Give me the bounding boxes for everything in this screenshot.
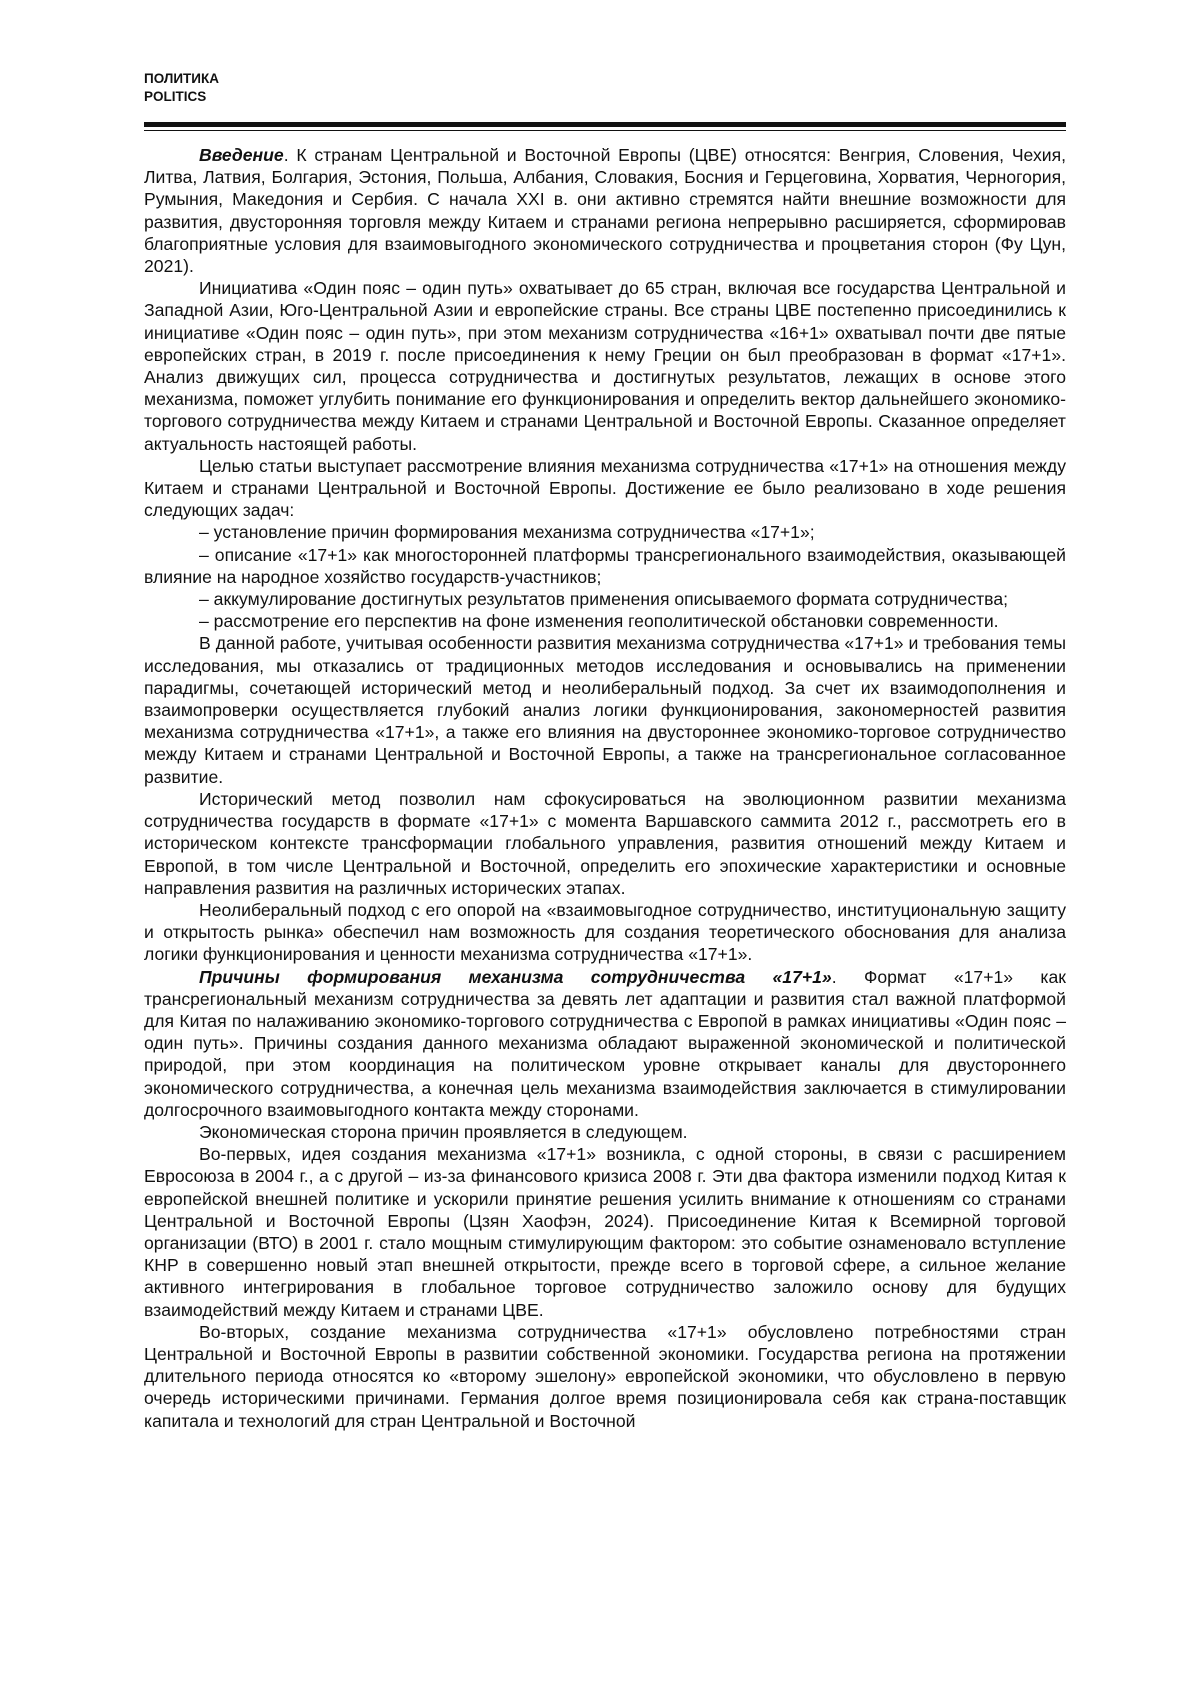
task-list-item: – аккумулирование достигнутых результатов применения описываемого формата сотрудничества;	[199, 589, 1009, 610]
section-heading-causes: Причины формирования механизма сотрудничества «17+1»	[199, 966, 832, 987]
paragraph: Инициатива «Один пояс – один путь» охватывает до 65 стран, включая все государства Центральной и Западной Азии, Юго-Центральной Азии и европейские страны. Все страны ЦВЕ постепенно присоединились к инициативе «Один пояс – один путь», при этом механизм сотрудничества «16+1» охватывал почти две пятые европейских стран, в 2019 г. после присоединения к нему Греции он был преобразован в формат «17+1». Анализ движущих сил, процесса сотрудничества и достигнутых результатов, лежащих в основе этого механизма, поможет углубить понимание его функционирования и определить вектор дальнейшего экономико-торгового сотрудничества между Китаем и странами Центральной и Восточной Европы. Сказанное определяет актуальность настоящей работы.	[144, 278, 1066, 454]
header-rule-thick	[144, 122, 1066, 127]
task-list-item: – рассмотрение его перспектив на фоне изменения геополитической обстановки современности.	[199, 611, 999, 632]
paragraph: Неолиберальный подход с его опорой на «взаимовыгодное сотрудничество, институциональную защиту и открытость рынка» обеспечил нам возможность для создания теоретического обоснования для анализа логики функционирования и ценности механизма сотрудничества «17+1».	[144, 899, 1066, 965]
intro-text: . К странам Центральной и Восточной Европы (ЦВЕ) относятся: Венгрия, Словения, Чехия, Литва, Латвия, Болгария, Эстония, Польша, Албания, Словакия, Босния и Герцеговина, Хорватия, Черногория, Румыния, Македония и Сербия. С начала XXI в. они активно стремятся найти внешние возможности для развития, двусторонняя торговля между Китаем и странами региона непрерывно расширяется, сформировав благоприятные условия для взаимовыгодного экономического сотрудничества и процветания сторон (Фу Цун, 2021).	[144, 145, 1066, 277]
paragraph: Экономическая сторона причин проявляется в следующем.	[199, 1121, 688, 1142]
paragraph: Во-первых, идея создания механизма «17+1» возникла, с одной стороны, в связи с расширением Евросоюза в 2004 г., а с другой – из-за финансового кризиса 2008 г. Эти два фактора изменили подход Китая к европейской внешней политике и ускорили принятие решения усилить внимание к отношениям со странами Центральной и Восточной Европы (Цзян Хаофэн, 2024). Присоединение Китая к Всемирной торговой организации (ВТО) в 2001 г. стало мощным стимулирующим фактором: это событие ознаменовало вступление КНР в совершенно новый этап внешней открытости, прежде всего в торговой сфере, а сильное желание активного интегрирования в глобальное торговое сотрудничество заложило основу для будущих взаимодействий между Китаем и странами ЦВЕ.	[144, 1144, 1066, 1320]
intro-paragraph	[144, 144, 1066, 277]
header-rule-thin	[144, 130, 1066, 131]
paragraph: Целью статьи выступает рассмотрение влияния механизма сотрудничества «17+1» на отношения между Китаем и странами Центральной и Восточной Европы. Достижение ее было реализовано в ходе решения следующих задач:	[144, 455, 1066, 521]
task-list-item: – установление причин формирования механизма сотрудничества «17+1»;	[199, 522, 815, 543]
paragraph: Во-вторых, создание механизма сотрудничества «17+1» обусловлено потребностями стран Центральной и Восточной Европы в развитии собственной экономики. Государства региона на протяжении длительного периода относятся ко «второму эшелону» европейской экономики, что обусловлено в первую очередь историческими причинами. Германия долгое время позиционировала себя как страна-поставщик капитала и технологий для стран Центральной и Восточной	[144, 1321, 1066, 1431]
paragraph: Исторический метод позволил нам сфокусироваться на эволюционном развитии механизма сотрудничества государств в формате «17+1» с момента Варшавского саммита 2012 г., рассмотреть его в историческом контексте трансформации глобального управления, развития отношений между Китаем и Европой, в том числе Центральной и Восточной, определить его эпохические характеристики и основные направления развития на различных исторических этапах.	[144, 788, 1066, 898]
running-header	[144, 70, 219, 106]
paragraph: В данной работе, учитывая особенности развития механизма сотрудничества «17+1» и требования темы исследования, мы отказались от традиционных методов исследования и основывались на применении парадигмы, сочетающей исторический метод и неолиберальный подход. За счет их взаимодополнения и взаимопроверки осуществляется глубокий анализ логики функционирования, закономерностей развития механизма сотрудничества «17+1», а также его влияния на двустороннее экономико-торговое сотрудничество между Китаем и странами Центральной и Восточной Европы, а также на трансрегиональное согласованное развитие.	[144, 633, 1066, 787]
task-list-item: – описание «17+1» как многосторонней платформы трансрегионального взаимодействия, оказывающей влияние на народное хозяйство государств-участников;	[144, 544, 1066, 587]
section-title-ru: ПОЛИТИКА	[144, 71, 219, 86]
causes-section-paragraph	[144, 966, 1066, 1121]
intro-lead: Введение	[199, 145, 284, 165]
article-body	[144, 144, 1066, 1432]
causes-text: . Формат «17+1» как трансрегиональный механизм сотрудничества за девять лет адаптации и развития стал важной платформой для Китая по налаживанию экономико-торгового сотрудничества с Европой в рамках инициативы «Один пояс – один путь». Причины создания данного механизма обладают выраженной экономической и политической природой, при этом координация на политическом уровне открывает каналы для двустороннего экономического сотрудничества, а конечная цель механизма взаимодействия заключается в стимулировании долгосрочного взаимовыгодного контакта между сторонами.	[144, 966, 1066, 1120]
section-title-en: POLITICS	[144, 89, 207, 104]
